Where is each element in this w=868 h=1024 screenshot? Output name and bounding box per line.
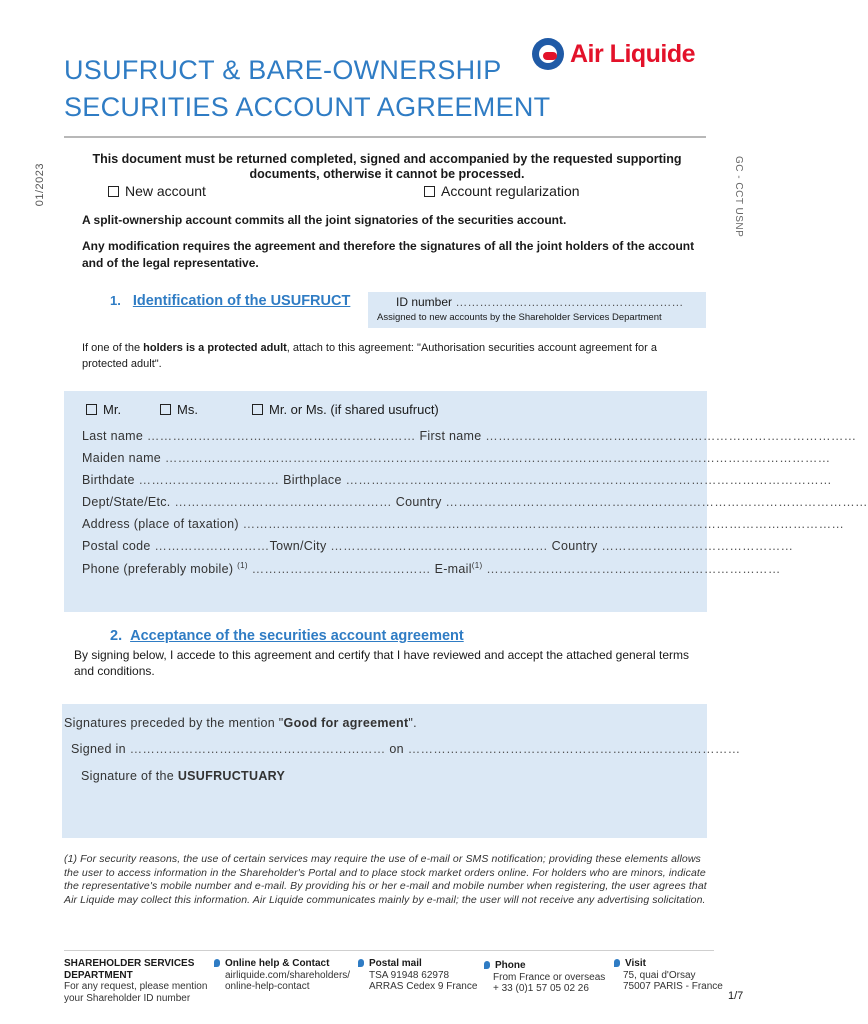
- section-2-number: 2.: [110, 628, 123, 644]
- title-line-2: SECURITIES ACCOUNT AGREEMENT: [64, 92, 551, 122]
- new-account-label: New account: [125, 183, 206, 199]
- phone-pin-icon: [484, 961, 490, 969]
- maiden-name-field[interactable]: …………………………………………………………………………………………………………………………………………: [164, 451, 831, 465]
- signed-in-field[interactable]: ……………………………………………………: [129, 742, 386, 756]
- dept-field[interactable]: ……………………………………………: [174, 495, 392, 509]
- last-first-name-row: [82, 429, 857, 443]
- section-1-heading: [110, 293, 350, 309]
- address-field[interactable]: ……………………………………………………………………………………………………………………………: [242, 517, 845, 531]
- visit-pin-icon: [614, 959, 620, 967]
- mention-text: Signatures preceded by the mention "Good for agreement".: [64, 716, 417, 730]
- address-label: Address (place of taxation): [82, 517, 239, 531]
- page-title: [64, 52, 550, 126]
- acceptance-text: By signing below, I accede to this agreement and certify that I have reviewed and accept the attached general terms and conditions.: [74, 648, 690, 678]
- section-2-title: Acceptance of the securities account agreement: [130, 628, 464, 644]
- town-field[interactable]: ……………………………………………: [330, 539, 548, 553]
- dept-label: Dept/State/Etc.: [82, 495, 171, 509]
- side-date: 01/2023: [34, 163, 46, 207]
- birthdate-field[interactable]: ……………………………: [138, 473, 280, 487]
- on-label: on: [389, 742, 404, 756]
- signature-area[interactable]: [64, 786, 707, 836]
- footer-department: SHAREHOLDER SERVICES DEPARTMENT For any request, please mention your Shareholder ID number: [64, 958, 208, 1004]
- postal-code-field[interactable]: ………………………: [154, 539, 270, 553]
- postal-row: [82, 539, 794, 553]
- footer-visit: Visit 75, quai d'Orsay 75007 PARIS - France: [614, 958, 724, 993]
- footer-phone: Phone From France or overseas + 33 (0)1 57 05 02 26: [484, 960, 612, 995]
- country-field[interactable]: ………………………………………………………………………………………: [445, 495, 868, 509]
- checkbox-icon[interactable]: [86, 404, 97, 415]
- birthplace-field[interactable]: ……………………………………………………………………………………………………: [345, 473, 832, 487]
- mr-option[interactable]: Mr.: [86, 402, 121, 417]
- title-line-1: USUFRUCT & BARE-OWNERSHIP: [64, 55, 502, 85]
- footer-divider: [64, 950, 714, 951]
- id-number-box: [368, 292, 706, 328]
- logo-text: Air Liquide: [570, 39, 696, 68]
- signed-in-label: Signed in: [71, 742, 126, 756]
- ms-option[interactable]: Ms.: [160, 402, 198, 417]
- phone-field[interactable]: ……………………………………: [251, 562, 431, 577]
- online-pin-icon: [214, 959, 220, 967]
- logo-mark-icon: [532, 38, 564, 70]
- online-help-link[interactable]: airliquide.com/shareholders/ online-help-contact: [225, 969, 351, 992]
- address-row: [82, 517, 845, 531]
- town-label: Town/City: [269, 539, 327, 553]
- mr-or-ms-option[interactable]: Mr. or Ms. (if shared usufruct): [252, 402, 439, 417]
- postal-country-field[interactable]: ………………………………………: [601, 539, 794, 553]
- protected-adult-note: If one of the holders is a protected adult, attach to this agreement: "Authorisation securities account agreement for a protected adult".: [82, 342, 657, 370]
- id-number-note: Assigned to new accounts by the Shareholder Services Department: [377, 312, 662, 323]
- side-code: GC - CCT USNP: [733, 156, 744, 238]
- email-label: E-mail: [434, 562, 472, 577]
- last-name-label: Last name: [82, 429, 144, 443]
- regularization-label: Account regularization: [441, 183, 580, 199]
- maiden-name-row: [82, 451, 831, 465]
- footer-online: Online help & Contact airliquide.com/shareholders/ online-help-contact: [214, 958, 354, 993]
- new-account-option[interactable]: [108, 183, 206, 199]
- section-2-heading: [110, 628, 464, 644]
- air-liquide-logo: [532, 38, 695, 70]
- signature-label: Signature of the USUFRUCTUARY: [81, 769, 286, 783]
- regularization-option[interactable]: [424, 183, 580, 199]
- header-divider: [64, 136, 706, 138]
- checkbox-icon[interactable]: [252, 404, 263, 415]
- checkbox-icon[interactable]: [108, 186, 119, 197]
- split-ownership-paragraph: A split-ownership account commits all the joint signatories of the securities account.: [82, 213, 567, 227]
- footer-postal: Postal mail TSA 91948 62978 ARRAS Cedex 9 France: [358, 958, 480, 993]
- contact-row: [82, 561, 781, 577]
- id-number-label: ID number: [396, 295, 453, 309]
- checkbox-icon[interactable]: [424, 186, 435, 197]
- section-1-number: 1.: [110, 293, 121, 308]
- postal-code-label: Postal code: [82, 539, 151, 553]
- country-label: Country: [395, 495, 442, 509]
- checkbox-icon[interactable]: [160, 404, 171, 415]
- last-name-field[interactable]: ………………………………………………………: [146, 429, 416, 443]
- birthdate-label: Birthdate: [82, 473, 135, 487]
- page-number: 1/7: [728, 990, 744, 1002]
- section-1-title: Identification of the USUFRUCT: [132, 293, 351, 309]
- email-footnote-mark: (1): [471, 561, 483, 570]
- date-field[interactable]: ……………………………………………………………………: [407, 742, 741, 756]
- phone-label: Phone (preferably mobile): [82, 562, 234, 577]
- footnote: (1) For security reasons, the use of certain services may require the use of e-mail or SMS notification; providing these elements allows the user to access information in the Shareholder's Portal and to place stock market orders online. For holders who are minors, indicate the representative's mobile number and e-mail. By providing his or her e-mail and mobile number when registering, the user agrees that Air Liquide may collect this information. Air Liquide communicates mainly by e-mail; the user will not receive any advertising solicitation.: [64, 853, 707, 906]
- return-notice: This document must be returned completed, signed and accompanied by the requested supporting documents, otherwise it cannot be processed.: [92, 152, 682, 181]
- modification-paragraph: Any modification requires the agreement and therefore the signatures of all the joint holders of the account and of the legal representative.: [82, 239, 695, 270]
- signed-in-row: [71, 742, 741, 756]
- id-number-field[interactable]: …………………………………………………: [455, 295, 684, 309]
- maiden-name-label: Maiden name: [82, 451, 162, 465]
- phone-footnote-mark: (1): [237, 561, 248, 570]
- birthplace-label: Birthplace: [283, 473, 342, 487]
- birth-row: [82, 473, 832, 487]
- first-name-field[interactable]: ……………………………………………………………………………: [485, 429, 857, 443]
- dept-country-row: [82, 495, 868, 509]
- email-field[interactable]: ……………………………………………………………: [486, 562, 781, 577]
- first-name-label: First name: [419, 429, 482, 443]
- postal-country-label: Country: [551, 539, 598, 553]
- postal-pin-icon: [358, 959, 364, 967]
